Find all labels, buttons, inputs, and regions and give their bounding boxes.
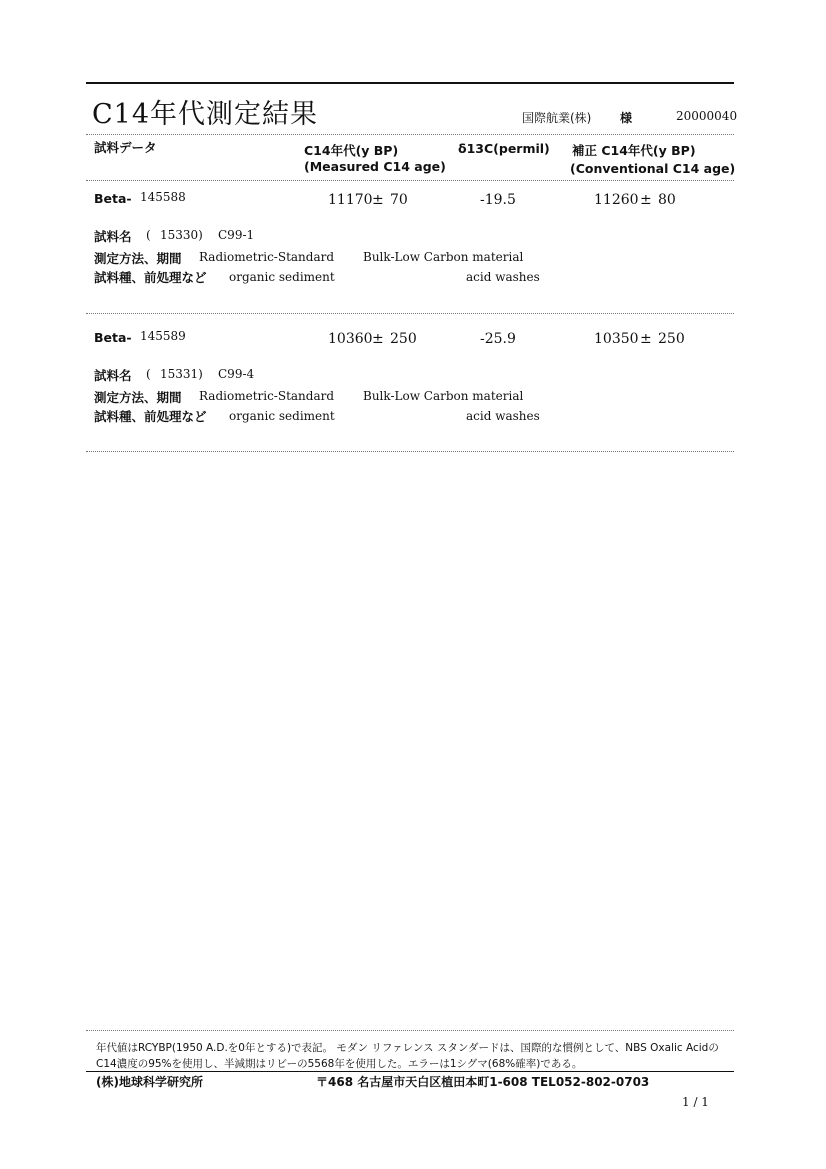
client-name: 国際航業(株) xyxy=(522,111,592,125)
page-number: 1 / 1 xyxy=(682,1095,709,1109)
measured-age-error: 250 xyxy=(390,331,417,347)
beta-number: 145588 xyxy=(140,190,186,204)
reference-number: 20000040 xyxy=(676,109,738,123)
material-label: 試料種、前処理など xyxy=(94,270,207,285)
col-measured-age: C14年代(y BP) xyxy=(304,143,399,158)
sample-name-open: ( xyxy=(146,367,151,381)
plus-minus: ± xyxy=(372,192,384,208)
company-name: (株)地球科学研究所 xyxy=(96,1075,203,1089)
method-detail: Bulk-Low Carbon material xyxy=(363,389,524,403)
method-detail: Bulk-Low Carbon material xyxy=(363,250,524,264)
method-value: Radiometric-Standard xyxy=(199,389,335,403)
method-value: Radiometric-Standard xyxy=(199,250,335,264)
material-label: 試料種、前処理など xyxy=(94,409,207,424)
sample-name-open: ( xyxy=(146,228,151,242)
col-delta13c: δ13C(permil) xyxy=(458,141,550,156)
col-measured-age-en: (Measured C14 age) xyxy=(304,159,446,174)
sample-name-label: 試料名 xyxy=(94,229,132,244)
beta-number: 145589 xyxy=(140,329,186,343)
delta13c-value: -25.9 xyxy=(480,331,516,347)
honorific: 様 xyxy=(620,111,633,125)
header-rule xyxy=(86,180,734,181)
beta-prefix: Beta- xyxy=(94,191,132,206)
footer-rule xyxy=(86,1071,734,1072)
top-rule xyxy=(86,82,734,84)
measured-age: 11170 xyxy=(328,192,373,208)
conventional-age: 11260 xyxy=(594,192,639,208)
method-label: 測定方法、期間 xyxy=(94,251,182,266)
sample-name-code: 15330) xyxy=(160,228,203,242)
beta-prefix: Beta- xyxy=(94,330,132,345)
delta13c-value: -19.5 xyxy=(480,192,516,208)
method-label: 測定方法、期間 xyxy=(94,390,182,405)
footer-note-line1: 年代値はRCYBP(1950 A.D.を0年とする)で表記。 モダン リファレンス スタンダードは、国際的な慣例として、NBS Oxalic Acidの xyxy=(96,1042,719,1054)
footer-note-line2: C14濃度の95%を使用し、半減期はリビーの5568年を使用した。エラーは1シグマ(68%確率)である。 xyxy=(96,1058,583,1070)
record-separator xyxy=(86,451,734,452)
conventional-age-error: 80 xyxy=(658,192,676,208)
measured-age: 10360 xyxy=(328,331,373,347)
company-address: 〒468 名古屋市天白区植田本町1-608 TEL052-802-0703 xyxy=(316,1075,650,1089)
sample-id: C99-4 xyxy=(218,367,255,381)
plus-minus: ± xyxy=(372,331,384,347)
conventional-age: 10350 xyxy=(594,331,639,347)
col-conventional-age: 補正 C14年代(y BP) xyxy=(572,143,696,158)
material-value: organic sediment xyxy=(229,270,335,284)
pretreatment-value: acid washes xyxy=(466,270,540,284)
conventional-age-error: 250 xyxy=(658,331,685,347)
col-sample-data: 試料データ xyxy=(94,140,157,155)
title-rule xyxy=(86,134,734,135)
measured-age-error: 70 xyxy=(390,192,408,208)
pretreatment-value: acid washes xyxy=(466,409,540,423)
material-value: organic sediment xyxy=(229,409,335,423)
sample-name-code: 15331) xyxy=(160,367,203,381)
plus-minus: ± xyxy=(640,192,652,208)
record-separator xyxy=(86,313,734,314)
page-title: C14年代測定結果 xyxy=(92,99,319,130)
sample-id: C99-1 xyxy=(218,228,255,242)
col-conventional-age-en: (Conventional C14 age) xyxy=(570,161,736,176)
footer-top-rule xyxy=(86,1030,734,1031)
plus-minus: ± xyxy=(640,331,652,347)
sample-name-label: 試料名 xyxy=(94,368,132,383)
